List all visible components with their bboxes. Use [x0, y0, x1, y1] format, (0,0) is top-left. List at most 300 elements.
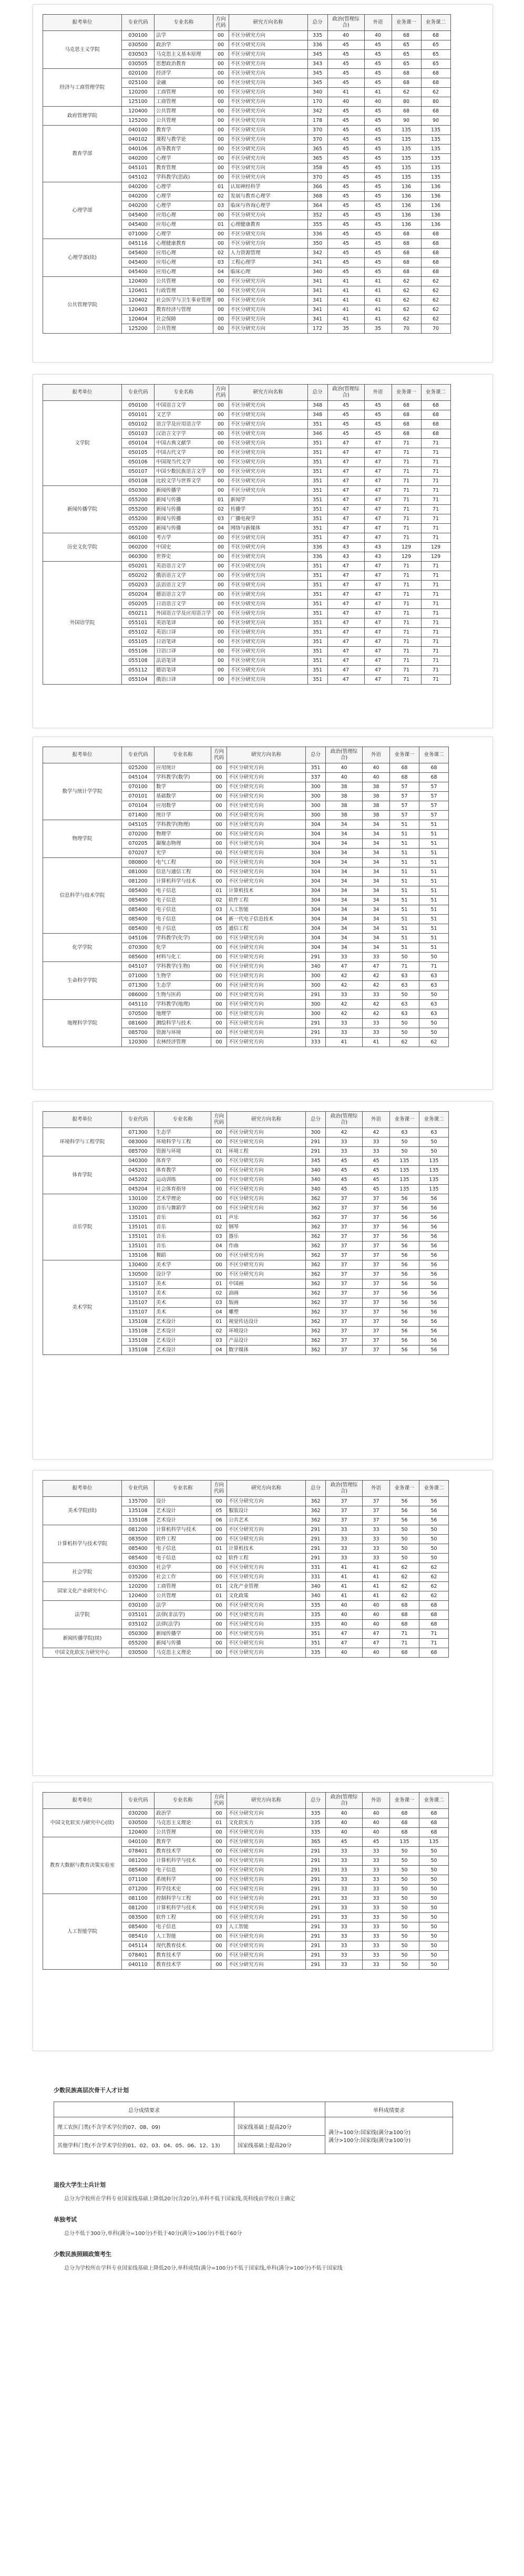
table-row [43, 69, 451, 78]
table-cell: 00 [211, 773, 227, 782]
table-cell: 040100 [122, 126, 155, 135]
table-cell: 135 [392, 163, 421, 173]
table-cell: 351 [307, 448, 327, 458]
table-cell: 56 [419, 1194, 449, 1204]
table-cell: 41 [327, 286, 364, 296]
table-cell: 291 [306, 1137, 326, 1147]
table-cell: 服装设计 [227, 1506, 306, 1516]
unit-name: 新闻传播学院 [43, 486, 122, 533]
table-cell: 340 [306, 1582, 326, 1591]
table-cell: 艺术设计 [155, 1346, 211, 1355]
table-cell: 37 [326, 1506, 363, 1516]
table-cell: 文化软实力 [227, 1818, 306, 1828]
table-cell: 34 [326, 867, 363, 877]
table-cell: 环境科学与工程 [155, 1137, 211, 1147]
table-cell: 68 [392, 249, 421, 258]
table-cell: 00 [211, 1847, 227, 1856]
table-cell: 00 [211, 953, 227, 962]
column-header: 专业代码 [122, 1793, 155, 1809]
table-cell: 音乐 [155, 1232, 211, 1242]
table-cell: 136 [421, 182, 450, 192]
table-cell: 美术学 [155, 1260, 211, 1270]
table-cell: 336 [307, 40, 327, 50]
table-cell: 45 [327, 69, 364, 78]
table-cell: 33 [326, 953, 363, 962]
table-cell: 47 [364, 505, 392, 514]
table-cell: 136 [392, 182, 421, 192]
table-cell: 51 [390, 830, 419, 839]
table-cell: 47 [327, 628, 364, 637]
table-cell: 不区分研究方向 [227, 1525, 306, 1535]
table-cell: 45 [327, 429, 364, 439]
column-header: 专业名称 [155, 385, 213, 401]
table-cell: 340 [306, 1185, 326, 1194]
table-cell: 美术 [155, 1279, 211, 1289]
table-row [43, 562, 451, 571]
table-cell: 62 [392, 88, 421, 97]
table-cell: 01 [211, 1317, 227, 1327]
table-cell: 不区分研究方向 [227, 811, 306, 820]
table-cell: 不区分研究方向 [229, 40, 307, 50]
table-cell: 不区分研究方向 [229, 230, 307, 239]
table-cell: 050203 [122, 581, 155, 590]
table-cell: 71 [421, 599, 450, 609]
table-cell: 00 [213, 429, 229, 439]
table-cell: 37 [326, 1317, 363, 1327]
table-cell: 37 [363, 1251, 390, 1260]
table-cell: 器乐 [227, 1232, 306, 1242]
table-cell: 34 [363, 924, 390, 934]
table-cell: 45 [327, 173, 364, 182]
table-cell: 33 [363, 1847, 390, 1856]
table-cell: 33 [363, 1894, 390, 1903]
table-cell: 广播电视学 [229, 514, 307, 524]
table-cell: 90 [421, 116, 450, 126]
table-cell: 71 [392, 477, 421, 486]
table-cell: 135 [390, 1175, 419, 1185]
table-cell: 法学 [155, 1601, 211, 1610]
table-cell: 00 [213, 239, 229, 249]
table-cell: 生态学 [155, 1128, 211, 1137]
unit-name: 音乐学院 [43, 1194, 122, 1260]
table-cell: 120402 [122, 296, 155, 305]
table-cell: 68 [419, 1818, 449, 1828]
table-cell: 56 [390, 1204, 419, 1213]
table-cell: 40 [363, 1818, 390, 1828]
table-cell: 65 [392, 40, 421, 50]
table-cell: 68 [392, 410, 421, 420]
table-cell: 不区分研究方向 [229, 135, 307, 144]
table-cell: 68 [421, 267, 450, 277]
table-cell: 声乐 [227, 1213, 306, 1223]
table-cell: 62 [421, 88, 450, 97]
column-header: 研究方向名称 [227, 1793, 306, 1809]
table-cell: 数字媒体 [227, 1346, 306, 1355]
table-cell: 不区分研究方向 [227, 1847, 306, 1856]
unit-name: 社会学院 [43, 1563, 122, 1582]
table-cell: 心理学 [155, 182, 213, 192]
table-cell: 71 [392, 581, 421, 590]
table-cell: 47 [364, 448, 392, 458]
table-cell: 47 [327, 562, 364, 571]
table-cell: 美术 [155, 1308, 211, 1317]
table-cell: 不区分研究方向 [227, 763, 306, 773]
table-cell: 不区分研究方向 [229, 315, 307, 324]
table-cell: 56 [390, 1327, 419, 1336]
table-cell: 不区分研究方向 [229, 562, 307, 571]
table-cell: 不区分研究方向 [229, 116, 307, 126]
table-cell: 50 [419, 1147, 449, 1156]
table-cell: 传播学 [229, 505, 307, 514]
table-cell: 不区分研究方向 [227, 943, 306, 953]
table-cell: 362 [306, 1270, 326, 1279]
table-cell: 337 [306, 773, 326, 782]
table-cell: 不区分研究方向 [229, 647, 307, 656]
table-cell: 45 [364, 135, 392, 144]
table-cell: 德语笔译 [155, 666, 213, 675]
table-cell: 00 [211, 1251, 227, 1260]
table-cell: 070100 [122, 782, 155, 792]
table-cell: 47 [363, 1629, 390, 1639]
table-cell: 40 [326, 1828, 363, 1837]
table-cell: 56 [419, 1298, 449, 1308]
table-cell: 不区分研究方向 [229, 239, 307, 249]
table-cell: 临床心理 [229, 267, 307, 277]
ethnic-policy-text: 总分为学校所在学科专业国家线基础上降低20分,单科成绩(满分=100分)不低于国家线,单科(满分>100分)不低于国家线 [64, 2265, 343, 2271]
table-cell: 不区分研究方向 [227, 1251, 306, 1260]
table-cell: 00 [213, 439, 229, 448]
table-cell: 56 [419, 1336, 449, 1346]
table-cell: 68 [392, 267, 421, 277]
minority-col1b-header [234, 2102, 325, 2117]
table-cell: 135700 [122, 1497, 155, 1506]
unit-name: 信息科学与技术学院 [43, 858, 122, 934]
table-cell: 62 [421, 286, 450, 296]
column-header: 研究方向名称 [227, 747, 306, 763]
table-cell: 300 [306, 801, 326, 811]
table-cell: 00 [211, 1260, 227, 1270]
table-cell: 45 [364, 144, 392, 154]
table-cell: 050108 [122, 477, 155, 486]
table-cell: 71 [392, 656, 421, 666]
table-row [43, 1497, 449, 1506]
table-row [43, 107, 451, 116]
table-cell: 120404 [122, 315, 155, 324]
column-header: 方向代码 [211, 747, 227, 763]
table-cell: 51 [419, 820, 449, 830]
table-cell: 00 [211, 1525, 227, 1535]
table-cell: 34 [363, 915, 390, 924]
table-cell: 135 [390, 1837, 419, 1847]
table-cell: 33 [363, 1525, 390, 1535]
unit-name: 马克思主义学院 [43, 31, 122, 69]
table-cell: 42 [326, 981, 363, 990]
table-cell: 070205 [122, 839, 155, 849]
table-cell: 078401 [122, 1951, 155, 1960]
table-cell: 不区分研究方向 [227, 1913, 306, 1922]
table-cell: 135 [392, 126, 421, 135]
table-cell: 45 [364, 258, 392, 267]
table-cell: 51 [419, 858, 449, 867]
column-header: 外语 [363, 1481, 390, 1497]
table-cell: 心理健康教育 [229, 220, 307, 230]
table-cell: 日语语言文学 [155, 599, 213, 609]
table-cell: 71 [392, 495, 421, 505]
table-cell: 02 [211, 1327, 227, 1336]
table-cell: 68 [392, 230, 421, 239]
table-cell: 50 [419, 1554, 449, 1563]
table-cell: 00 [211, 1639, 227, 1648]
table-cell: 50 [390, 1866, 419, 1875]
table-cell: 56 [390, 1506, 419, 1516]
unit-name: 中国文化软实力研究中心 [43, 1648, 122, 1658]
table-cell: 040200 [122, 201, 155, 211]
table-cell: 37 [326, 1289, 363, 1298]
table-cell: 120200 [122, 88, 155, 97]
table-cell: 01 [213, 220, 229, 230]
table-cell: 51 [419, 867, 449, 877]
table-cell: 37 [363, 1289, 390, 1298]
table-cell: 030100 [122, 31, 155, 40]
table-cell: 33 [363, 1951, 390, 1960]
table-cell: 45 [364, 59, 392, 69]
table-cell: 50 [419, 1941, 449, 1951]
table-cell: 经济学 [155, 69, 213, 78]
table-cell: 68 [392, 69, 421, 78]
table-cell: 56 [390, 1317, 419, 1327]
table-cell: 不区分研究方向 [229, 144, 307, 154]
table-cell: 47 [364, 562, 392, 571]
table-cell: 37 [326, 1497, 363, 1506]
table-cell: 37 [326, 1242, 363, 1251]
table-cell: 56 [419, 1327, 449, 1336]
table-cell: 47 [364, 486, 392, 495]
table-cell: 135 [390, 1185, 419, 1194]
table-cell: 081600 [122, 1019, 155, 1028]
table-cell: 37 [326, 1327, 363, 1336]
table-cell: 62 [390, 1038, 419, 1047]
table-cell: 00 [211, 1648, 227, 1658]
table-cell: 社会体育指导 [155, 1185, 211, 1194]
table-cell: 050102 [122, 420, 155, 429]
table-cell: 50 [419, 1535, 449, 1544]
table-cell: 45 [327, 154, 364, 163]
table-cell: 51 [390, 886, 419, 896]
table-cell: 33 [363, 953, 390, 962]
table-cell: 045400 [122, 267, 155, 277]
table-cell: 40 [363, 1601, 390, 1610]
table-cell: 68 [392, 401, 421, 410]
column-header: 方向代码 [213, 385, 229, 401]
table-cell: 34 [363, 943, 390, 953]
table-cell: 45 [327, 211, 364, 220]
table-cell: 68 [419, 1620, 449, 1629]
table-cell: 不区分研究方向 [227, 1866, 306, 1875]
table-cell: 304 [306, 820, 326, 830]
table-cell: 油画 [227, 1289, 306, 1298]
table-cell: 351 [307, 505, 327, 514]
table-cell: 00 [211, 1856, 227, 1866]
table-cell: 050100 [122, 401, 155, 410]
table-cell: 364 [307, 201, 327, 211]
table-cell: 41 [327, 277, 364, 286]
table-cell: 不区分研究方向 [227, 1019, 306, 1028]
table-cell: 45 [327, 40, 364, 50]
table-cell: 不区分研究方向 [229, 305, 307, 315]
table-cell: 070300 [122, 943, 155, 953]
table-cell: 雕塑 [227, 1308, 306, 1317]
table-cell: 341 [307, 258, 327, 267]
table-cell: 33 [326, 1875, 363, 1885]
table-cell: 42 [363, 1009, 390, 1019]
table-cell: 71 [421, 675, 450, 685]
column-header: 专业名称 [155, 1793, 211, 1809]
table-cell: 71 [390, 962, 419, 971]
table-cell: 37 [363, 1298, 390, 1308]
table-cell: 37 [326, 1279, 363, 1289]
table-cell: 51 [390, 858, 419, 867]
table-cell: 020100 [122, 69, 155, 78]
table-cell: 不区分研究方向 [227, 934, 306, 943]
table-cell: 342 [307, 249, 327, 258]
table-cell: 人工智能 [227, 1922, 306, 1932]
table-cell: 51 [390, 915, 419, 924]
table-cell: 不区分研究方向 [229, 31, 307, 40]
table-cell: 00 [213, 571, 229, 581]
table-cell: 62 [392, 305, 421, 315]
table-cell: 信息与通信工程 [155, 867, 211, 877]
table-cell: 56 [390, 1497, 419, 1506]
column-header: 外语 [364, 385, 392, 401]
table-cell: 56 [390, 1194, 419, 1204]
table-cell: 不区分研究方向 [227, 1809, 306, 1818]
table-cell: 68 [419, 1610, 449, 1620]
column-header: 专业代码 [122, 1112, 155, 1128]
table-cell: 030500 [122, 40, 155, 50]
table-cell: 62 [390, 1573, 419, 1582]
table-cell: 62 [392, 315, 421, 324]
table-cell: 50 [390, 1147, 419, 1156]
table-cell: 47 [327, 439, 364, 448]
table-cell: 控制科学与工程 [155, 1894, 211, 1903]
table-cell: 不区分研究方向 [227, 1009, 306, 1019]
table-cell: 045114 [122, 1941, 155, 1951]
table-cell: 不区分研究方向 [227, 1204, 306, 1213]
table-cell: 351 [307, 590, 327, 599]
table-cell: 130100 [122, 1194, 155, 1204]
table-cell: 351 [307, 495, 327, 505]
table-cell: 42 [363, 1000, 390, 1009]
table-cell: 56 [390, 1232, 419, 1242]
table-cell: 300 [306, 1009, 326, 1019]
table-cell: 040106 [122, 144, 155, 154]
column-header: 政治(管理综合) [326, 747, 363, 763]
table-cell: 34 [326, 820, 363, 830]
table-cell: 68 [421, 429, 450, 439]
table-cell: 135108 [122, 1317, 155, 1327]
table-cell: 05 [211, 1506, 227, 1516]
minority-single-a: 满分=100分:国家线(满分≥100分) [328, 2129, 411, 2136]
table-cell: 62 [392, 296, 421, 305]
table-cell: 法语语言文学 [155, 581, 213, 590]
table-cell: 68 [419, 1648, 449, 1658]
table-row [43, 486, 451, 495]
table-cell: 57 [419, 811, 449, 820]
table-cell: 055104 [122, 675, 155, 685]
table-cell: 中国少数民族语言文学 [155, 467, 213, 477]
table-cell: 362 [306, 1336, 326, 1346]
table-cell: 135 [419, 1185, 449, 1194]
table-cell: 070500 [122, 1009, 155, 1019]
table-cell: 00 [211, 1137, 227, 1147]
table-cell: 085400 [122, 905, 155, 915]
table-cell: 03 [211, 905, 227, 915]
table-row [43, 126, 451, 135]
table-cell: 版画 [227, 1298, 306, 1308]
table-cell: 135108 [122, 1346, 155, 1355]
ethnic-policy-title: 少数民族照顾政策考生 [54, 2251, 111, 2258]
table-cell: 355 [307, 220, 327, 230]
table-cell: 00 [213, 88, 229, 97]
table-cell: 135 [390, 1156, 419, 1166]
table-cell: 不区分研究方向 [227, 1885, 306, 1894]
table-cell: 马克思主义基本原理 [155, 50, 213, 59]
table-cell: 软件工程 [227, 1554, 306, 1563]
table-cell: 公共管理 [155, 107, 213, 116]
table-cell: 42 [363, 981, 390, 990]
table-cell: 系统科学 [155, 1875, 211, 1885]
table-cell: 02 [213, 505, 229, 514]
table-cell: 63 [419, 1128, 449, 1137]
table-cell: 00 [213, 675, 229, 685]
column-header: 报考单位 [43, 1793, 122, 1809]
table-cell: 304 [306, 943, 326, 953]
table-cell: 081100 [122, 1894, 155, 1903]
table-cell: 63 [419, 1000, 449, 1009]
unit-name: 政府管理学院 [43, 107, 122, 126]
table-row [43, 277, 451, 286]
table-cell: 47 [364, 618, 392, 628]
table-cell: 物理学 [155, 830, 211, 839]
table-cell: 38 [326, 782, 363, 792]
table-cell: 00 [213, 410, 229, 420]
table-cell: 计算机科学与技术 [155, 1525, 211, 1535]
table-cell: 45 [327, 126, 364, 135]
table-cell: 085410 [122, 1932, 155, 1941]
table-cell: 50 [390, 1525, 419, 1535]
table-cell: 351 [307, 618, 327, 628]
table-cell: 050300 [122, 1629, 155, 1639]
table-cell: 37 [363, 1497, 390, 1506]
table-cell: 艺术设计 [155, 1506, 211, 1516]
table-cell: 71 [419, 962, 449, 971]
table-cell: 37 [363, 1317, 390, 1327]
table-cell: 不区分研究方向 [227, 1837, 306, 1847]
table-cell: 00 [213, 173, 229, 182]
table-row [43, 1648, 449, 1658]
table-cell: 农林经济管理 [155, 1038, 211, 1047]
table-cell: 055108 [122, 656, 155, 666]
table-cell: 40 [327, 31, 364, 40]
column-header: 方向代码 [213, 15, 229, 31]
table-cell: 不区分研究方向 [229, 410, 307, 420]
table-cell: 45 [326, 1156, 363, 1166]
table-cell: 351 [306, 763, 326, 773]
table-cell: 56 [419, 1506, 449, 1516]
table-cell: 不区分研究方向 [227, 858, 306, 867]
table-cell: 不区分研究方向 [229, 618, 307, 628]
table-cell: 51 [419, 886, 449, 896]
